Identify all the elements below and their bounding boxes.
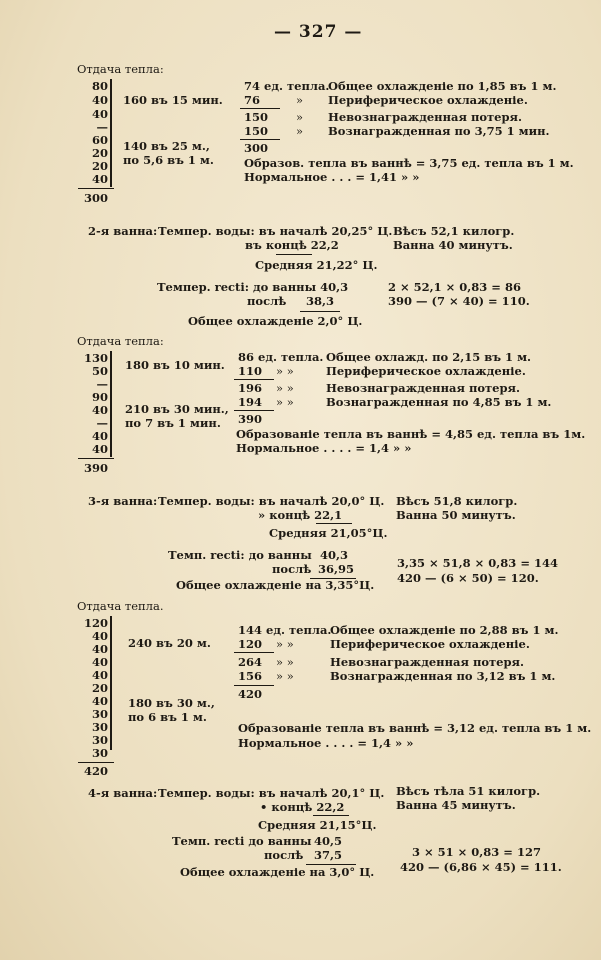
ditto-mark: » » <box>276 364 294 378</box>
heat-heading-2: Отдача тепла: <box>77 334 164 348</box>
period-2-rate: по 6 въ 1 м. <box>128 710 207 724</box>
value-cell: 40 <box>91 655 108 669</box>
sum-rule <box>240 108 280 109</box>
rectal-temp: Темпер. recti: до ванны 40,3 <box>157 280 349 294</box>
value-cell: 40 <box>91 694 108 708</box>
heat-row-num: 120 <box>238 637 263 651</box>
heat-row-text: Общее охлажденіе по 2,88 въ 1 м. <box>330 623 559 637</box>
heat-row-text: Нормальное . . . . = 1,4 » » <box>236 441 412 455</box>
value-cell: — <box>96 416 108 430</box>
sum-rule <box>300 311 340 312</box>
calc-line: 390 — (7 × 40) = 110. <box>388 294 530 308</box>
heat-row-text: Невознагражденная потеря. <box>328 110 523 124</box>
value-cell: 30 <box>91 746 108 760</box>
period-2: 140 въ 25 м., <box>123 139 210 153</box>
mean-temp: Средняя 21,15°Ц. <box>258 818 377 832</box>
rectal-before-value: 40,5 <box>314 834 343 848</box>
sum-rule <box>78 762 114 763</box>
period-2-rate: по 5,6 въ 1 м. <box>123 153 214 167</box>
calc-line: 2 × 52,1 × 0,83 = 86 <box>388 280 521 294</box>
period-2: 210 въ 30 мин., <box>125 402 229 416</box>
bath-duration: Ванна 45 минутъ. <box>396 798 516 812</box>
heat-row-text: Образов. тепла въ ваннѣ = 3,75 ед. тепла въ 1 м. <box>244 156 574 170</box>
heat-row-num: 110 <box>238 364 263 378</box>
column-total: 390 <box>84 461 109 475</box>
rectal-temp: Темп. recti до ванны <box>172 834 312 848</box>
rectal-after-label: послѣ <box>264 848 304 862</box>
ditto-mark: » » <box>276 637 294 651</box>
rectal-temp: Темп. recti: до ванны <box>168 548 312 562</box>
calc-line: 3 × 51 × 0,83 = 127 <box>412 845 541 859</box>
sum-rule <box>316 523 352 524</box>
value-cell: 40 <box>91 629 108 643</box>
sum-rule <box>234 685 274 686</box>
value-cell: 40 <box>91 442 108 456</box>
heat-row-text: Периферическое охлажденіе. <box>326 364 526 378</box>
period-2: 180 въ 30 м., <box>128 696 215 710</box>
value-cell: 40 <box>91 403 108 417</box>
heat-row-num: 150 <box>244 124 269 138</box>
water-temp-end: » концѣ 22,1 <box>258 508 343 522</box>
bath-duration: Ванна 50 минутъ. <box>396 508 516 522</box>
period-2-rate: по 7 въ 1 мин. <box>125 416 221 430</box>
heat-row-text: Вознагражденная по 3,12 въ 1 м. <box>330 669 556 683</box>
heat-heading-3: Отдача тепла. <box>77 599 164 613</box>
column-bar-2 <box>110 351 112 457</box>
ditto-mark: » <box>296 93 304 107</box>
sum-rule <box>78 458 114 459</box>
body-weight: Вѣсъ 51,8 килогр. <box>396 494 518 508</box>
total-cooling: Общее охлажденіе на 3,0° Ц. <box>180 865 375 879</box>
heat-row-num: 144 ед. тепла. <box>238 623 332 637</box>
bath-label: 2-я ванна: <box>88 224 158 238</box>
rectal-after-value: 38,3 <box>306 294 335 308</box>
value-cell: 40 <box>91 172 108 186</box>
sum-rule <box>276 254 312 255</box>
heat-row-num: 156 <box>238 669 263 683</box>
water-temp-end: • концѣ 22,2 <box>260 800 345 814</box>
period-1: 240 въ 20 м. <box>128 636 211 650</box>
bath-duration: Ванна 40 минутъ. <box>393 238 513 252</box>
bath-label: 4-я ванна: <box>88 786 158 800</box>
value-cell: 50 <box>91 364 108 378</box>
heat-row-text: Общее охлажд. по 2,15 въ 1 м. <box>326 350 532 364</box>
ditto-mark: » <box>296 110 304 124</box>
value-cell: 40 <box>91 429 108 443</box>
value-cell: 40 <box>91 107 108 121</box>
value-cell: 30 <box>91 707 108 721</box>
column-bar-1 <box>110 79 112 187</box>
body-weight: Вѣсъ тѣла 51 килогр. <box>396 784 541 798</box>
ditto-mark: » » <box>276 395 294 409</box>
water-temp: Темпер. воды: въ началѣ 20,1° Ц. <box>158 786 385 800</box>
heat-row-text: Невознагражденная потеря. <box>330 655 525 669</box>
column-bar-3 <box>110 616 112 750</box>
heat-row-num: 196 <box>238 381 263 395</box>
calc-line: 420 — (6,86 × 45) = 111. <box>400 860 562 874</box>
ditto-mark: » » <box>276 669 294 683</box>
ditto-mark: » <box>296 124 304 138</box>
heat-row-num: 420 <box>238 687 263 701</box>
heat-row-text: Невознагражденная потеря. <box>326 381 521 395</box>
sum-rule <box>78 188 114 189</box>
value-cell: — <box>96 377 108 391</box>
value-cell: 30 <box>91 733 108 747</box>
rectal-after-value: 37,5 <box>314 848 343 862</box>
column-total: 420 <box>84 764 109 778</box>
sum-rule <box>234 410 274 411</box>
mean-temp: Средняя 21,05°Ц. <box>269 526 388 540</box>
calc-line: 420 — (6 × 50) = 120. <box>397 571 539 585</box>
water-temp: Темпер. воды: въ началѣ 20,25° Ц. <box>158 224 393 238</box>
heat-row-num: 300 <box>244 141 269 155</box>
value-cell: 130 <box>84 351 109 365</box>
heat-heading-1: Отдача тепла: <box>77 62 164 76</box>
value-cell: 40 <box>91 668 108 682</box>
sum-rule <box>234 379 274 380</box>
column-total: 300 <box>84 191 109 205</box>
calc-line: 3,35 × 51,8 × 0,83 = 144 <box>397 556 558 570</box>
total-cooling: Общее охлажденіе на 3,35°Ц. <box>176 578 375 592</box>
heat-row-num: 150 <box>244 110 269 124</box>
value-cell: 20 <box>91 146 108 160</box>
heat-row-text: Периферическое охлажденіе. <box>330 637 530 651</box>
page-number: — 327 — <box>274 22 363 42</box>
sum-rule <box>234 652 274 653</box>
water-temp: Темпер. воды: въ началѣ 20,0° Ц. <box>158 494 385 508</box>
heat-row-num: 390 <box>238 412 263 426</box>
value-cell: — <box>96 120 108 134</box>
heat-row-text: Нормальное . . . . = 1,4 » » <box>238 736 414 750</box>
heat-row-text: Образованіе тепла въ ваннѣ = 4,85 ед. тепла въ 1м. <box>236 427 586 441</box>
value-cell: 80 <box>91 79 108 93</box>
rectal-after-value: 36,95 <box>318 562 355 576</box>
heat-row-num: 264 <box>238 655 263 669</box>
rectal-after-label: послѣ <box>247 294 287 308</box>
value-cell: 120 <box>84 616 109 630</box>
body-weight: Вѣсъ 52,1 килогр. <box>393 224 515 238</box>
heat-row-text: Образованіе тепла въ ваннѣ = 3,12 ед. тепла въ 1 м. <box>238 721 592 735</box>
heat-row-text: Вознагражденная по 4,85 въ 1 м. <box>326 395 552 409</box>
heat-row-text: Нормальное . . . = 1,41 » » <box>244 170 420 184</box>
water-temp-end: въ концѣ 22,2 <box>245 238 339 252</box>
heat-row-text: Периферическое охлажденіе. <box>328 93 528 107</box>
ditto-mark: » » <box>276 655 294 669</box>
value-cell: 20 <box>91 681 108 695</box>
heat-row-num: 194 <box>238 395 263 409</box>
period-1: 160 въ 15 мин. <box>123 93 223 107</box>
value-cell: 40 <box>91 642 108 656</box>
value-cell: 30 <box>91 720 108 734</box>
heat-row-num: 74 ед. тепла. <box>244 79 330 93</box>
rectal-after-label: послѣ <box>272 562 312 576</box>
value-cell: 20 <box>91 159 108 173</box>
sum-rule <box>240 139 280 140</box>
value-cell: 60 <box>91 133 108 147</box>
period-1: 180 въ 10 мин. <box>125 358 225 372</box>
heat-row-text: Общее охлажденіе по 1,85 въ 1 м. <box>328 79 557 93</box>
sum-rule <box>313 815 349 816</box>
heat-row-text: Вознагражденная по 3,75 1 мин. <box>328 124 550 138</box>
heat-row-num: 76 <box>244 93 261 107</box>
rectal-before-value: 40,3 <box>320 548 349 562</box>
value-cell: 40 <box>91 93 108 107</box>
heat-row-num: 86 ед. тепла. <box>238 350 324 364</box>
ditto-mark: » » <box>276 381 294 395</box>
bath-label: 3-я ванна: <box>88 494 158 508</box>
value-cell: 90 <box>91 390 108 404</box>
mean-temp: Средняя 21,22° Ц. <box>255 258 378 272</box>
total-cooling: Общее охлажденіе 2,0° Ц. <box>188 314 363 328</box>
